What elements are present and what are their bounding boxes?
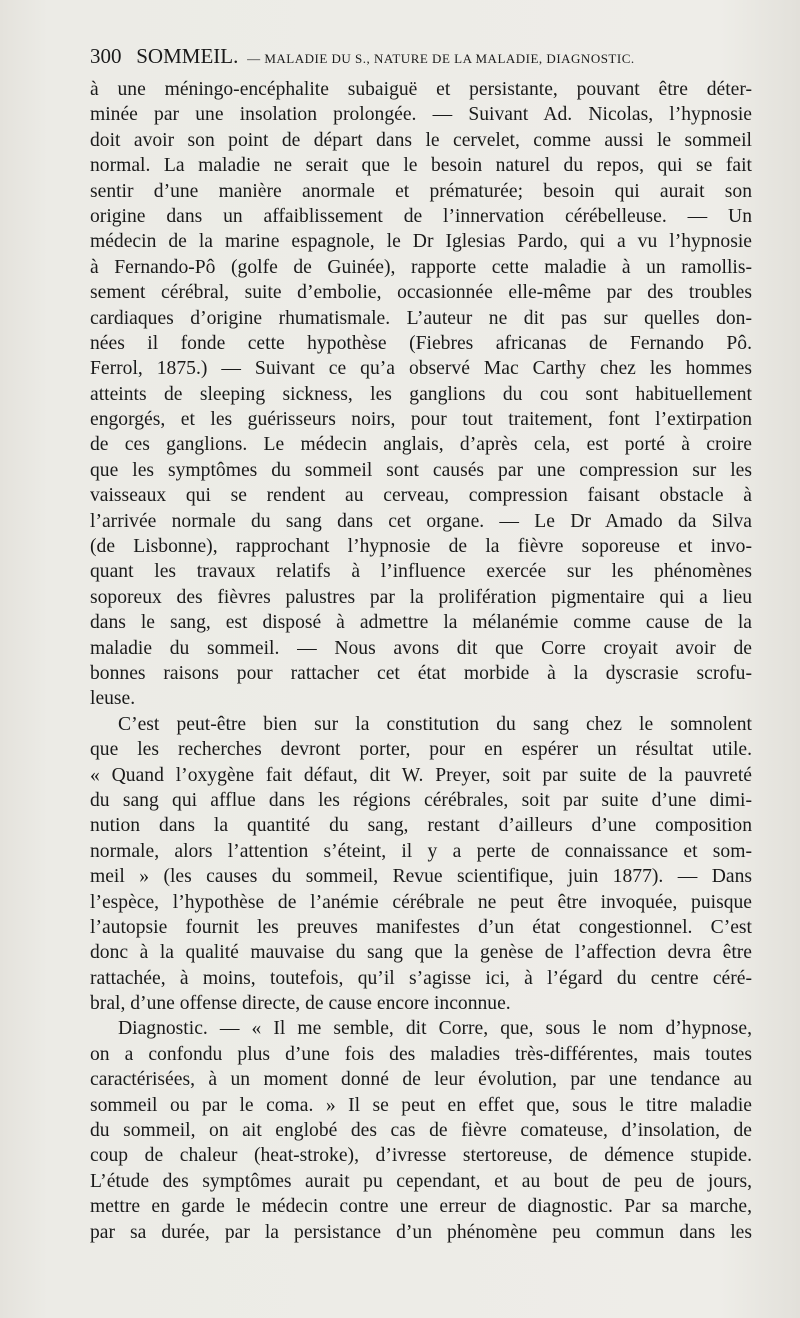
text-line: maladie du sommeil. — Nous avons dit que Corre croyait avoir de (90, 637, 752, 659)
text-line: quant les travaux relatifs à l’influence exercée sur les phénomènes (90, 561, 752, 583)
running-header (90, 44, 760, 74)
text-line: doit avoir son point de départ dans le cervelet, comme aussi le sommeil (90, 129, 752, 151)
text-line: bonnes raisons pour rattacher cet état morbide à la dyscrasie scrofu- (90, 662, 752, 684)
text-line: de ces ganglions. Le médecin anglais, d’après cela, est porté à croire (90, 434, 752, 456)
text-line: C’est peut-être bien sur la constitution du sang chez le somnolent (118, 713, 752, 735)
text-line: L’étude des symptômes aurait pu cependant, et au bout de peu de jours, (90, 1170, 752, 1192)
text-line: sement cérébral, suite d’embolie, occasionnée elle-même par des troubles (90, 282, 752, 304)
text-line: nution dans la quantité du sang, restant d’ailleurs d’une composition (90, 815, 752, 837)
text-line: donc à la qualité mauvaise du sang que la genèse de l’affection devra être (90, 942, 752, 964)
text-line: Diagnostic. — « Il me semble, dit Corre, que, sous le nom d’hypnose, (118, 1018, 752, 1040)
text-line: par sa durée, par la persistance d’un phénomène peu commun dans les (90, 1221, 752, 1243)
text-line: que les symptômes du sommeil sont causés par une compression sur les (90, 459, 752, 481)
text-line: nées il fonde cette hypothèse (Fiebres africanas de Fernando Pô. (90, 332, 752, 354)
text-line: Ferrol, 1875.) — Suivant ce qu’a observé Mac Carthy chez les hommes (90, 358, 752, 380)
text-line: (de Lisbonne), rapprochant l’hypnosie de la fièvre soporeuse et invo- (90, 536, 752, 558)
text-line: origine dans un affaiblissement de l’innervation cérébelleuse. — Un (90, 205, 752, 227)
text-line: soporeux des fièvres palustres par la prolifération pigmentaire qui a lieu (90, 586, 752, 608)
text-line: normal. La maladie ne serait que le besoin naturel du repos, qui se fait (90, 155, 752, 177)
text-line: meil » (les causes du sommeil, Revue scientifique, juin 1877). — Dans (90, 866, 752, 888)
text-line: l’espèce, l’hypothèse de l’anémie cérébrale ne peut être invoquée, puisque (90, 891, 752, 913)
text-line: normale, alors l’attention s’éteint, il y a perte de connaissance et som- (90, 840, 752, 862)
text-line: sentir d’une manière anormale et prématurée; besoin qui aurait son (90, 180, 752, 202)
text-line: « Quand l’oxygène fait défaut, dit W. Preyer, soit par suite de la pauvreté (90, 764, 752, 786)
text-line: rattachée, à moins, toutefois, qu’il s’agisse ici, à l’égard du centre céré- (90, 967, 752, 989)
page-number: 300 (90, 44, 122, 68)
text-line: du sang qui afflue dans les régions cérébrales, soit par suite d’une dimi- (90, 789, 752, 811)
text-line: leuse. (90, 688, 136, 710)
text-line: bral, d’une offense directe, de cause encore inconnue. (90, 993, 511, 1015)
text-line: caractérisées, à un moment donné de leur évolution, par une tendance au (90, 1069, 752, 1091)
text-line: mettre en garde le médecin contre une erreur de diagnostic. Par sa marche, (90, 1196, 752, 1218)
text-line: on a confondu plus d’une fois des maladies très-différentes, mais toutes (90, 1043, 752, 1065)
text-line: cardiaques d’origine rhumatismale. L’auteur ne dit pas sur quelles don- (90, 307, 752, 329)
text-line: vaisseaux qui se rendent au cerveau, compression faisant obstacle à (90, 485, 752, 507)
text-line: minée par une insolation prolongée. — Suivant Ad. Nicolas, l’hypnosie (90, 104, 752, 126)
text-line: engorgés, et les guérisseurs noirs, pour tout traitement, font l’extirpation (90, 409, 752, 431)
text-line: que les recherches devront porter, pour en espérer un résultat utile. (90, 739, 752, 761)
text-line: l’arrivée normale du sang dans cet organe. — Le Dr Amado da Silva (90, 510, 752, 532)
text-line: à Fernando-Pô (golfe de Guinée), rapporte cette maladie à un ramollis- (90, 256, 752, 278)
text-line: coup de chaleur (heat-stroke), d’ivresse stertoreuse, de démence stupide. (90, 1145, 752, 1167)
text-line: du sommeil, on ait englobé des cas de fièvre comateuse, d’insolation, de (90, 1120, 752, 1142)
text-line: l’autopsie fournit les preuves manifestes d’un état congestionnel. C’est (90, 916, 752, 938)
text-line: à une méningo-encéphalite subaiguë et persistante, pouvant être déter- (90, 79, 752, 100)
text-line: dans le sang, est disposé à admettre la mélanémie comme cause de la (90, 612, 752, 634)
running-subtitle: — MALADIE DU S., NATURE DE LA MALADIE, DIAGNOSTIC. (247, 51, 635, 66)
running-title: SOMMEIL. (136, 44, 239, 68)
text-line: médecin de la marine espagnole, le Dr Iglesias Pardo, qui a vu l’hypnosie (90, 231, 752, 253)
text-line: sommeil ou par le coma. » Il se peut en effet que, sous le titre maladie (90, 1094, 752, 1116)
text-line: atteints de sleeping sickness, les ganglions du cou sont habituellement (90, 383, 752, 405)
body-text (90, 77, 752, 1245)
